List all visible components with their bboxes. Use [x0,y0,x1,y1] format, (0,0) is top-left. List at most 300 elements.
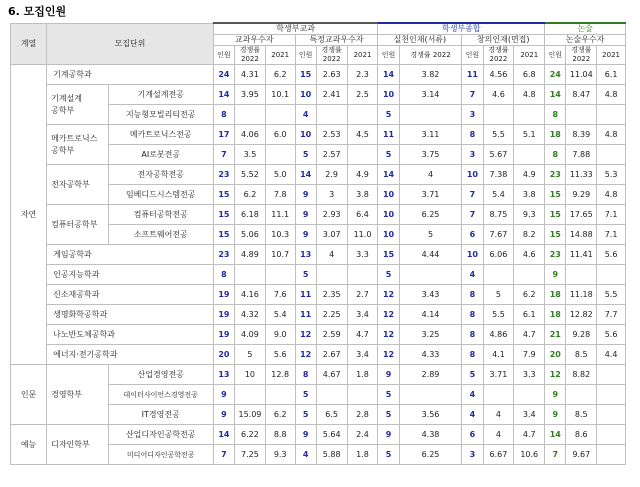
value-cell: 14 [213,425,234,445]
dept-cell: 생명화학공학과 [47,305,214,325]
value-cell: 5.1 [514,125,545,145]
value-cell: 12 [378,305,399,325]
dept-cell: 디자인학부 [47,425,109,465]
value-cell: 4.32 [235,305,266,325]
value-cell: 5 [378,385,399,405]
value-cell: 7.6 [265,285,295,305]
value-cell: 4 [483,405,514,425]
value-cell: 5.6 [265,345,295,365]
header-rate-2022: 경쟁률 2022 [399,46,462,65]
value-cell: 15 [545,185,566,205]
table-row [11,265,626,285]
value-cell: 23 [545,245,566,265]
value-cell: 6.2 [265,65,295,85]
value-cell: 4.9 [347,165,378,185]
value-cell: 8 [213,105,234,125]
value-cell: 4.09 [235,325,266,345]
value-cell: 11.0 [347,225,378,245]
value-cell: 7.9 [514,345,545,365]
header-inwon: 인원 [378,46,399,65]
value-cell: 4.38 [399,425,462,445]
value-cell: 4.67 [316,365,347,385]
value-cell: 12 [295,325,316,345]
value-cell: 5.4 [265,305,295,325]
value-cell: 4 [462,265,483,285]
major-cell: 데이터사이언스경영전공 [108,385,213,405]
value-cell [316,265,347,285]
value-cell: 1.8 [347,445,378,465]
value-cell: 18 [545,125,566,145]
value-cell: 2.53 [316,125,347,145]
value-cell: 3.56 [399,405,462,425]
value-cell: 5 [462,365,483,385]
value-cell: 3.3 [514,365,545,385]
dept-cell: 인공지능학과 [47,265,214,285]
value-cell: 24 [545,65,566,85]
dept-cell: 신소재공학과 [47,285,214,305]
value-cell: 6.67 [483,445,514,465]
value-cell: 5.0 [265,165,295,185]
value-cell: 11.1 [265,205,295,225]
value-cell: 9 [545,405,566,425]
value-cell: 4.8 [597,125,626,145]
value-cell: 8.6 [566,425,597,445]
value-cell: 3.3 [347,245,378,265]
major-cell: 지능형모빌리티전공 [108,105,213,125]
value-cell: 3.71 [483,365,514,385]
group-nonsul: 논술 [545,23,626,35]
value-cell: 9 [295,205,316,225]
value-cell: 5.64 [316,425,347,445]
value-cell: 12.8 [265,365,295,385]
value-cell: 4.1 [483,345,514,365]
value-cell: 4.8 [597,85,626,105]
value-cell: 6.0 [265,125,295,145]
value-cell: 8.39 [566,125,597,145]
value-cell: 4.7 [347,325,378,345]
value-cell: 9.67 [566,445,597,465]
value-cell [265,265,295,285]
value-cell: 5.5 [597,285,626,305]
value-cell: 12 [378,345,399,365]
value-cell [566,265,597,285]
value-cell: 4.8 [514,85,545,105]
sub-silcheon: 실천인재(서류) [378,35,462,46]
value-cell: 10.1 [265,85,295,105]
value-cell: 23 [213,245,234,265]
value-cell: 5.6 [597,325,626,345]
value-cell: 3.82 [399,65,462,85]
value-cell [514,385,545,405]
value-cell: 10 [235,365,266,385]
value-cell: 7 [213,145,234,165]
value-cell: 17 [213,125,234,145]
value-cell: 12.82 [566,305,597,325]
value-cell: 5 [295,265,316,285]
value-cell: 20 [213,345,234,365]
value-cell: 5 [235,345,266,365]
dept-cell: 게임공학과 [47,245,214,265]
value-cell [399,265,462,285]
value-cell: 11.18 [566,285,597,305]
value-cell: 8 [462,285,483,305]
header-2021: 2021 [597,46,626,65]
value-cell: 5 [483,285,514,305]
value-cell [566,105,597,125]
value-cell: 13 [213,365,234,385]
value-cell: 4.56 [483,65,514,85]
value-cell: 4.31 [235,65,266,85]
value-cell: 11 [378,125,399,145]
value-cell: 7 [462,185,483,205]
value-cell: 9.3 [265,445,295,465]
major-cell: 메카트로닉스전공 [108,125,213,145]
value-cell: 5.5 [483,125,514,145]
value-cell: 4 [483,425,514,445]
sub-gyogwa: 교과우수자 [213,35,295,46]
value-cell: 8 [462,345,483,365]
value-cell: 14.88 [566,225,597,245]
major-cell: 산업경영전공 [108,365,213,385]
table-row [11,345,626,365]
value-cell: 6.1 [514,305,545,325]
header-inwon: 인원 [462,46,483,65]
value-cell: 3.5 [235,145,266,165]
value-cell: 12 [378,325,399,345]
value-cell: 4.8 [597,185,626,205]
value-cell: 4 [295,445,316,465]
table-row [11,125,626,145]
value-cell: 9 [378,365,399,385]
value-cell: 4.33 [399,345,462,365]
sub-teukjeong: 특정교과우수자 [295,35,378,46]
value-cell: 7.25 [235,445,266,465]
value-cell: 5.6 [597,245,626,265]
value-cell: 19 [213,305,234,325]
value-cell: 4 [462,385,483,405]
value-cell: 10.6 [514,445,545,465]
value-cell: 9.29 [566,185,597,205]
value-cell: 7.88 [566,145,597,165]
value-cell: 10 [378,185,399,205]
admission-table [10,22,626,465]
value-cell: 6 [462,225,483,245]
value-cell: 15 [545,205,566,225]
value-cell: 4.6 [483,85,514,105]
value-cell: 5 [378,445,399,465]
table-row [11,85,626,105]
value-cell [235,105,266,125]
value-cell: 2.4 [347,425,378,445]
value-cell: 5 [378,105,399,125]
value-cell: 8 [462,305,483,325]
major-cell: 산업디자인공학전공 [108,425,213,445]
value-cell [483,265,514,285]
table-row [11,365,626,385]
value-cell: 7.1 [597,225,626,245]
value-cell: 3.11 [399,125,462,145]
value-cell: 9 [295,425,316,445]
value-cell: 4 [316,245,347,265]
value-cell: 10.7 [265,245,295,265]
table-row [11,285,626,305]
value-cell: 14 [545,425,566,445]
value-cell: 15.09 [235,405,266,425]
header-2021: 2021 [347,46,378,65]
value-cell: 2.89 [399,365,462,385]
value-cell [597,425,626,445]
header-inwon: 인원 [213,46,234,65]
value-cell: 8 [462,125,483,145]
value-cell: 10.3 [265,225,295,245]
value-cell: 5 [295,145,316,165]
value-cell: 7 [462,205,483,225]
value-cell [265,105,295,125]
dept-cell: 기계공학과 [47,65,214,85]
value-cell: 6.25 [399,445,462,465]
value-cell: 3.71 [399,185,462,205]
value-cell [597,145,626,165]
value-cell: 3.25 [399,325,462,345]
series-cell: 자연 [11,65,47,365]
value-cell: 10 [378,85,399,105]
value-cell: 8 [213,265,234,285]
value-cell [347,145,378,165]
major-cell: 기계설계전공 [108,85,213,105]
value-cell: 6.1 [597,65,626,85]
value-cell [597,105,626,125]
major-cell: 미디어디자인공학전공 [108,445,213,465]
value-cell: 21 [545,325,566,345]
major-cell: AI로봇전공 [108,145,213,165]
dept-cell: 나노반도체공학과 [47,325,214,345]
group-jonghap: 학생부종합 [378,23,545,35]
value-cell: 2.59 [316,325,347,345]
value-cell: 2.7 [347,285,378,305]
value-cell: 7 [545,445,566,465]
value-cell: 11 [462,65,483,85]
value-cell [566,385,597,405]
value-cell: 3.8 [514,185,545,205]
value-cell: 15 [378,245,399,265]
value-cell: 12 [295,345,316,365]
value-cell [235,265,266,285]
major-cell: 소프트웨어전공 [108,225,213,245]
value-cell: 1.8 [347,365,378,385]
value-cell: 6 [462,425,483,445]
value-cell: 4.14 [399,305,462,325]
value-cell: 6.25 [399,205,462,225]
value-cell: 4.16 [235,285,266,305]
value-cell: 3 [462,145,483,165]
value-cell: 14 [213,85,234,105]
dept-cell: 기계설계 공학부 [47,85,109,125]
value-cell: 7.38 [483,165,514,185]
series-cell: 예능 [11,425,47,465]
value-cell: 11 [295,305,316,325]
section-title: 6. 모집인원 [8,5,67,18]
value-cell: 8.75 [483,205,514,225]
value-cell: 7.1 [597,205,626,225]
value-cell: 2.67 [316,345,347,365]
value-cell: 2.93 [316,205,347,225]
header-inwon: 인원 [545,46,566,65]
value-cell [347,265,378,285]
value-cell: 6.06 [483,245,514,265]
value-cell: 9.0 [265,325,295,345]
value-cell: 4 [399,165,462,185]
value-cell: 9.3 [514,205,545,225]
dept-cell: 메카트로닉스 공학부 [47,125,109,165]
value-cell: 4 [462,405,483,425]
value-cell: 11.04 [566,65,597,85]
value-cell: 7.8 [265,185,295,205]
value-cell: 10 [378,205,399,225]
value-cell: 6.18 [235,205,266,225]
value-cell: 5.4 [483,185,514,205]
value-cell: 2.41 [316,85,347,105]
value-cell: 8 [295,365,316,385]
value-cell [347,105,378,125]
value-cell: 7 [213,445,234,465]
major-cell: IT경영전공 [108,405,213,425]
value-cell: 5.52 [235,165,266,185]
value-cell [597,265,626,285]
sub-changui: 창의인재(면접) [462,35,545,46]
header-rate-2022: 경쟁률 2022 [316,46,347,65]
table-row [11,325,626,345]
value-cell: 13 [295,245,316,265]
value-cell: 24 [213,65,234,85]
value-cell: 3.8 [347,185,378,205]
value-cell: 8.8 [265,425,295,445]
value-cell: 2.63 [316,65,347,85]
value-cell: 3.75 [399,145,462,165]
value-cell: 14 [295,165,316,185]
value-cell: 8.5 [566,345,597,365]
value-cell: 6.2 [235,185,266,205]
value-cell: 10 [295,125,316,145]
value-cell: 18 [545,305,566,325]
value-cell: 9 [213,405,234,425]
value-cell: 23 [213,165,234,185]
value-cell: 6.8 [514,65,545,85]
value-cell: 4.06 [235,125,266,145]
value-cell: 3.07 [316,225,347,245]
sub-nonsul: 논술우수자 [545,35,626,46]
value-cell: 5 [378,405,399,425]
dept-cell: 에너지·전기공학과 [47,345,214,365]
value-cell: 3 [316,185,347,205]
group-gyogwa: 학생부교과 [213,23,378,35]
value-cell: 12 [545,365,566,385]
value-cell: 2.57 [316,145,347,165]
value-cell [399,385,462,405]
value-cell [514,265,545,285]
value-cell: 5.06 [235,225,266,245]
dept-cell: 경영학부 [47,365,109,425]
value-cell: 4.4 [597,345,626,365]
value-cell: 5.5 [483,305,514,325]
value-cell: 15 [213,185,234,205]
value-cell: 4.89 [235,245,266,265]
value-cell: 11.33 [566,165,597,185]
value-cell: 8.5 [566,405,597,425]
series-cell: 인문 [11,365,47,425]
value-cell: 8 [462,325,483,345]
value-cell [265,385,295,405]
value-cell: 9 [213,385,234,405]
header-series: 계열 [11,23,47,65]
value-cell: 3.43 [399,285,462,305]
value-cell [235,385,266,405]
major-cell: 전자공학전공 [108,165,213,185]
value-cell [483,385,514,405]
value-cell: 9 [545,385,566,405]
value-cell: 3.4 [347,305,378,325]
value-cell: 4.7 [514,325,545,345]
value-cell: 5 [378,145,399,165]
header-2021: 2021 [514,46,545,65]
value-cell: 14 [378,65,399,85]
value-cell: 10 [462,165,483,185]
value-cell: 20 [545,345,566,365]
value-cell: 2.5 [347,85,378,105]
value-cell [597,445,626,465]
value-cell [597,405,626,425]
value-cell: 3.4 [347,345,378,365]
value-cell: 7.67 [483,225,514,245]
table-row [11,425,626,445]
value-cell: 9 [295,185,316,205]
value-cell: 8 [545,105,566,125]
value-cell: 4.6 [514,245,545,265]
major-cell: 임베디드시스템전공 [108,185,213,205]
value-cell [597,365,626,385]
value-cell: 10 [378,225,399,245]
value-cell [399,105,462,125]
value-cell: 3 [462,105,483,125]
value-cell: 15 [213,205,234,225]
value-cell: 4.5 [347,125,378,145]
value-cell: 4.86 [483,325,514,345]
value-cell [347,385,378,405]
value-cell: 7 [462,85,483,105]
major-cell: 컴퓨터공학전공 [108,205,213,225]
value-cell: 7.7 [597,305,626,325]
value-cell: 6.5 [316,405,347,425]
value-cell: 15 [295,65,316,85]
value-cell: 2.8 [347,405,378,425]
value-cell: 10 [295,85,316,105]
value-cell: 9 [378,425,399,445]
value-cell: 5.3 [597,165,626,185]
value-cell: 11.41 [566,245,597,265]
value-cell: 5.88 [316,445,347,465]
value-cell: 5 [295,385,316,405]
value-cell: 8.82 [566,365,597,385]
value-cell [316,105,347,125]
header-rate-2022: 경쟁률 2022 [235,46,266,65]
value-cell: 4 [295,105,316,125]
value-cell: 8.2 [514,225,545,245]
value-cell: 18 [545,285,566,305]
header-unit: 모집단위 [47,23,214,65]
header-2021: 2021 [265,46,295,65]
header-rate-2022: 경쟁률 2022 [566,46,597,65]
table-row [11,65,626,85]
value-cell [316,385,347,405]
